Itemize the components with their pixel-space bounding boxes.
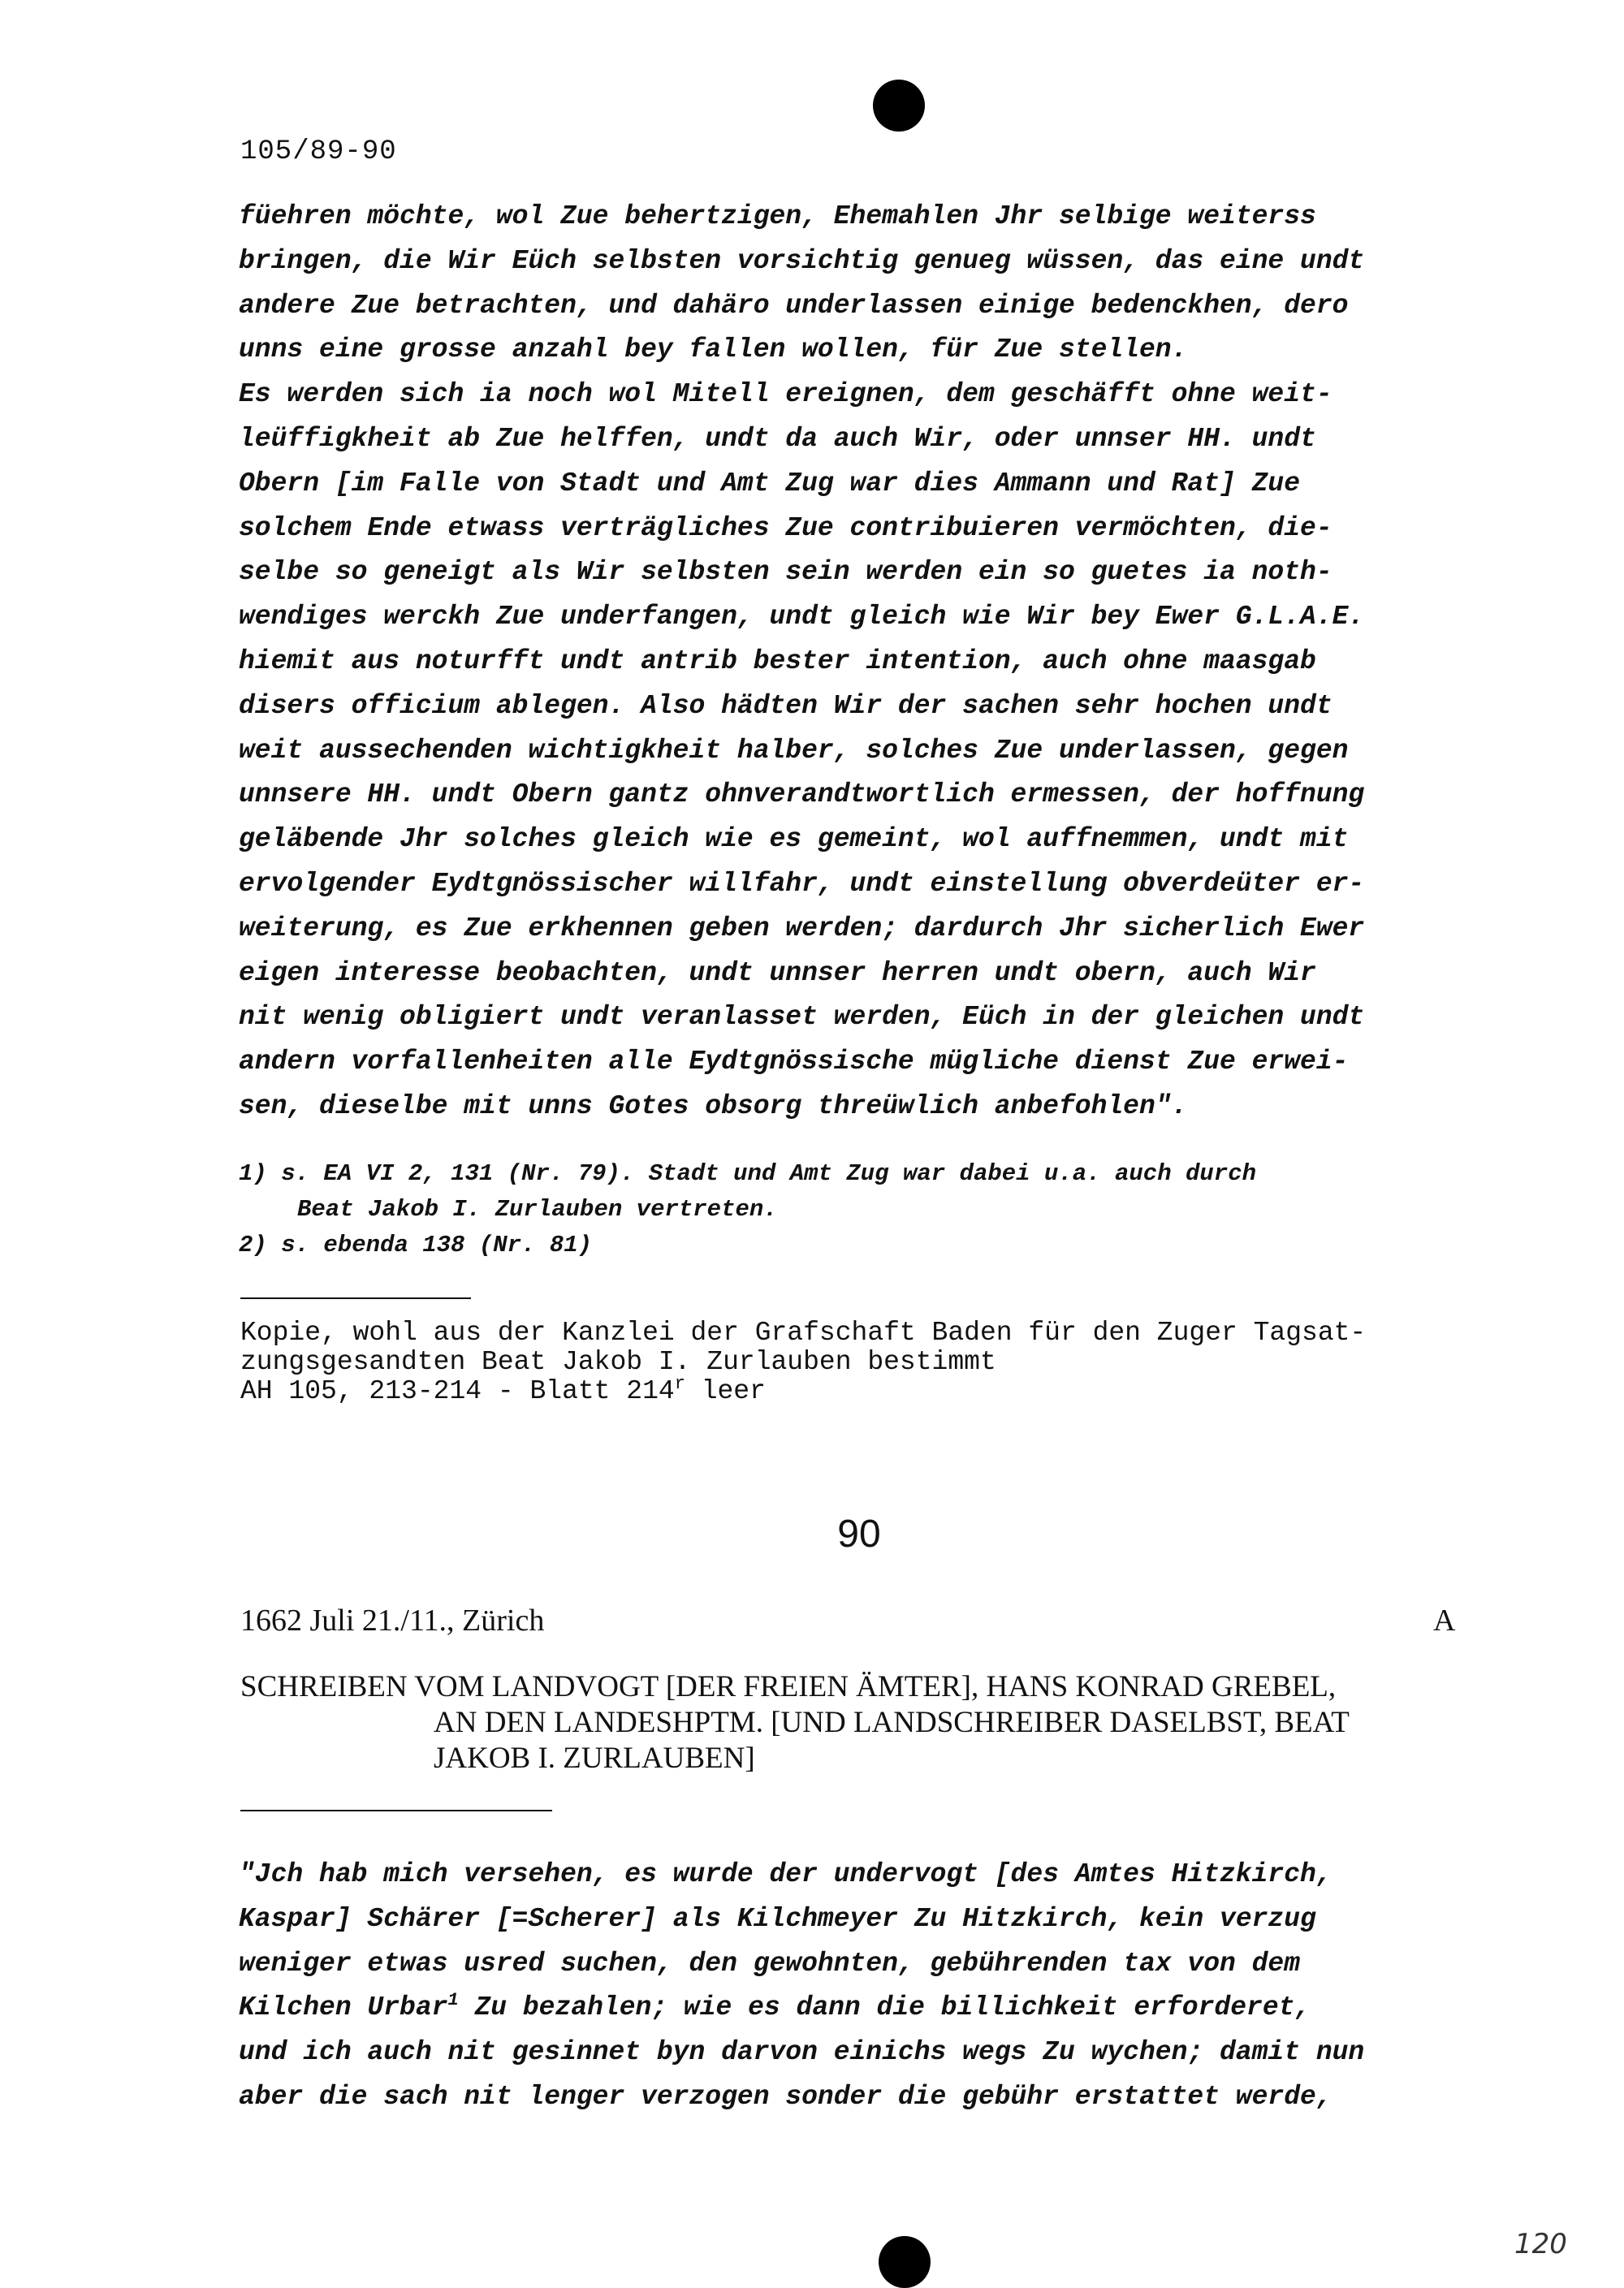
text-line: eigen interesse beobachten, undt unnser herren undt obern, auch Wir <box>239 957 1316 988</box>
source-line-2: zungsgesandten Beat Jakob I. Zurlauben bestimmt <box>240 1347 996 1377</box>
text-line: leüffigkheit ab Zue helffen, undt da auch Wir, oder unnser HH. undt <box>239 423 1316 454</box>
source-note <box>240 1319 1540 1406</box>
footnote-marker: 1) <box>239 1160 267 1187</box>
footnote-text: s. EA VI 2, 131 (Nr. 79). Stadt und Amt Zug war dabei u.a. auch durch <box>281 1160 1257 1187</box>
text-line: unns eine grosse anzahl bey fallen wollen, für Zue stellen. <box>239 335 1188 365</box>
punch-hole-bottom <box>879 2236 931 2288</box>
date-place: 1662 Juli 21./11., Zürich <box>240 1604 545 1638</box>
text-line <box>239 1897 1538 1942</box>
text-fragment: Zu bezahlen; wie es dann die billichkeit erforderet, <box>458 1992 1311 2023</box>
text-line: weit aussechenden wichtigkheit halber, solches Zue underlassen, gegen <box>239 735 1349 766</box>
text-line: aber die sach nit lenger verzogen sonder die gebühr erstattet werde, <box>239 2081 1332 2112</box>
text-line: "Jch hab mich versehen, es wurde der undervogt [des Amtes Hitzkirch, <box>239 1859 1332 1889</box>
divider-rule <box>240 1297 471 1299</box>
text-line: disers officium ablegen. Also hädten Wir der sachen sehr hochen undt <box>239 690 1332 721</box>
text-line: nit wenig obligiert undt veranlasset werden, Eüch in der gleichen undt <box>239 1002 1365 1033</box>
handwritten-page-number: 120 <box>1514 2228 1567 2260</box>
text-line: andern vorfallenheiten alle Eydtgnössische mügliche dienst Zue erwei- <box>239 1047 1349 1077</box>
text-fragment: ] als Kilchmeyer Zu Hitzkirch, kein verzug <box>641 1903 1316 1934</box>
text-line: weiterung, es Zue erkhennen geben werden; dardurch Jhr sicherlich Ewer <box>239 913 1365 943</box>
emphasized-name: =Scherer <box>512 1903 641 1934</box>
divider-rule <box>240 1810 552 1811</box>
text-line: selbe so geneigt als Wir selbsten sein werden ein so guetes ia noth- <box>239 557 1332 588</box>
footnotes <box>239 1156 1538 1263</box>
text-line: sen, dieselbe mit unns Gotes obsorg threüwlich anbefohlen". <box>239 1090 1188 1121</box>
text-line: solchem Ende etwass verträgliches Zue contribuieren vermöchten, die- <box>239 512 1332 543</box>
text-line: Obern [im Falle von Stadt und Amt Zug war dies Ammann und Rat] Zue <box>239 468 1301 499</box>
document-body <box>239 1853 1538 2120</box>
text-line: unnsere HH. undt Obern gantz ohnverandtwortlich ermessen, der hoffnung <box>239 779 1365 810</box>
text-line: andere Zue betrachten, und dahäro underlassen einige bedenckhen, dero <box>239 290 1349 321</box>
text-line <box>239 1986 1538 2031</box>
archive-reference: AH 105, 213-214 - Blatt 214 <box>240 1376 675 1406</box>
footnote-marker: 2) <box>239 1232 267 1258</box>
text-line: ervolgender Eydtgnössischer willfahr, undt einstellung obverdeüter er- <box>239 868 1365 899</box>
heading-line: JAKOB I. ZURLAUBEN] <box>434 1742 755 1775</box>
recto-superscript: r <box>674 1374 685 1394</box>
source-line-1: Kopie, wohl aus der Kanzlei der Grafschaft Baden für den Zuger Tagsat- <box>240 1318 1367 1348</box>
text-line: weniger etwas usred suchen, den gewohnten, gebührenden tax von dem <box>239 1948 1301 1979</box>
text-line: Es werden sich ia noch wol Mitell ereignen, dem geschäfft ohne weit- <box>239 379 1332 410</box>
text-fragment: Kaspar] Schärer [ <box>239 1903 512 1934</box>
text-line: hiemit aus noturfft undt antrib bester intention, auch ohne maasgab <box>239 645 1316 676</box>
footnote-text: Beat Jakob I. Zurlauben vertreten. <box>297 1196 778 1223</box>
document-classification: A <box>1433 1604 1456 1638</box>
text-line: bringen, die Wir Eüch selbsten vorsichtig genueg wüssen, das eine undt <box>239 245 1365 276</box>
heading-line: AN DEN LANDESHPTM. [UND LANDSCHREIBER DASELBST, BEAT <box>434 1706 1350 1739</box>
footnote-1 <box>239 1156 1538 1192</box>
text-fragment: Kilchen Urbar <box>239 1992 448 2023</box>
heading-line: SCHREIBEN VOM LANDVOGT [DER FREIEN ÄMTER], HANS KONRAD GREBEL, <box>240 1670 1337 1703</box>
text-line: und ich auch nit gesinnet byn darvon einichs wegs Zu wychen; damit nun <box>239 2037 1365 2068</box>
footnote-1-continued <box>239 1192 1538 1228</box>
source-line-3 <box>240 1374 1540 1406</box>
letter-continuation <box>239 195 1489 1129</box>
footnote-reference: 1 <box>447 1990 459 2011</box>
document-number: 90 <box>837 1513 881 1556</box>
text-line: füehren möchte, wol Zue behertzigen, Ehemahlen Jhr selbige weiterss <box>239 201 1316 231</box>
punch-hole-top <box>873 80 925 132</box>
document-heading <box>240 1669 1507 1776</box>
text-line: wendiges werckh Zue underfangen, undt gleich wie Wir bey Ewer G.L.A.E. <box>239 602 1365 632</box>
archive-reference-suffix: leer <box>685 1376 766 1406</box>
footnote-2 <box>239 1228 1538 1263</box>
page-reference: 105/89-90 <box>240 136 397 167</box>
footnote-text: s. ebenda 138 (Nr. 81) <box>281 1232 593 1258</box>
text-line: geläbende Jhr solches gleich wie es gemeint, wol auffnemmen, undt mit <box>239 824 1349 855</box>
